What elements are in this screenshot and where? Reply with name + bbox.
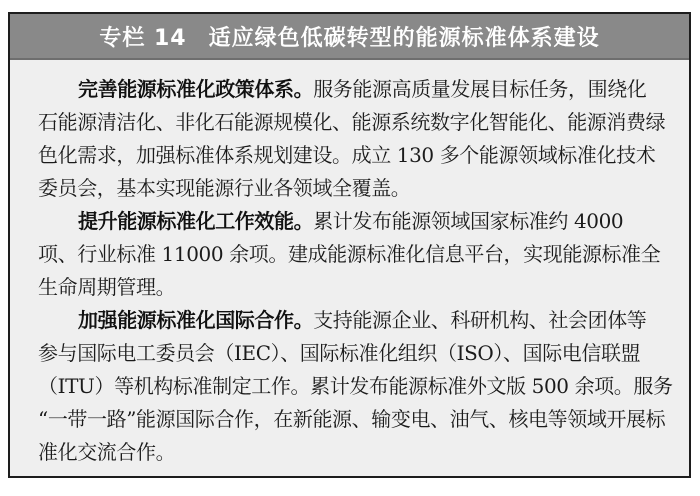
- paragraph-3-lead: 加强能源标准化国际合作。: [78, 308, 314, 332]
- paragraph-3-line-1-text: 支持能源企业、科研机构、社会团体等: [313, 308, 647, 332]
- paragraph-1-line-1: [38, 73, 665, 106]
- paragraph-1-line-3: 色化需求，加强标准体系规划建设。成立 130 多个能源领域标准化技术: [38, 143, 656, 167]
- paragraph-3-line-1: [38, 304, 665, 337]
- panel-header: [10, 14, 689, 60]
- paragraph-2-line-3: 生命周期管理。: [38, 275, 176, 299]
- paragraph-2-line-1-text: 累计发布能源领域国家标准约 4000: [313, 209, 624, 233]
- paragraph-3-line-3: （ITU）等机构标准制定工作。累计发布能源标准外文版 500 余项。服务: [38, 374, 673, 398]
- paragraph-3-line-4: “一带一路”能源国际合作，在新能源、输变电、油气、核电等领域开展标: [38, 407, 666, 431]
- panel-title: 适应绿色低碳转型的能源标准体系建设: [208, 25, 600, 51]
- panel-body: [10, 60, 689, 469]
- paragraph-1-line-2: 石能源清洁化、非化石能源规模化、能源系统数字化智能化、能源消费绿: [38, 110, 666, 134]
- column-box-panel: [8, 12, 691, 478]
- box-number-label: 专栏 14: [99, 25, 187, 51]
- paragraph-1-lead: 完善能源标准化政策体系。: [78, 77, 314, 101]
- paragraph-3-line-2: 参与国际电工委员会（IEC）、国际标准化组织（ISO）、国际电信联盟: [38, 341, 641, 365]
- paragraph-2-lead: 提升能源标准化工作效能。: [78, 209, 314, 233]
- paragraph-2-line-1: [38, 205, 665, 238]
- paragraph-1-line-1-text: 服务能源高质量发展目标任务，围绕化: [313, 77, 647, 101]
- paragraph-2-line-2: 项、行业标准 11000 余项。建成能源标准化信息平台，实现能源标准全: [38, 242, 661, 266]
- paragraph-1-line-4: 委员会，基本实现能源行业各领域全覆盖。: [38, 176, 411, 200]
- paragraph-3-line-5: 准化交流合作。: [38, 440, 176, 464]
